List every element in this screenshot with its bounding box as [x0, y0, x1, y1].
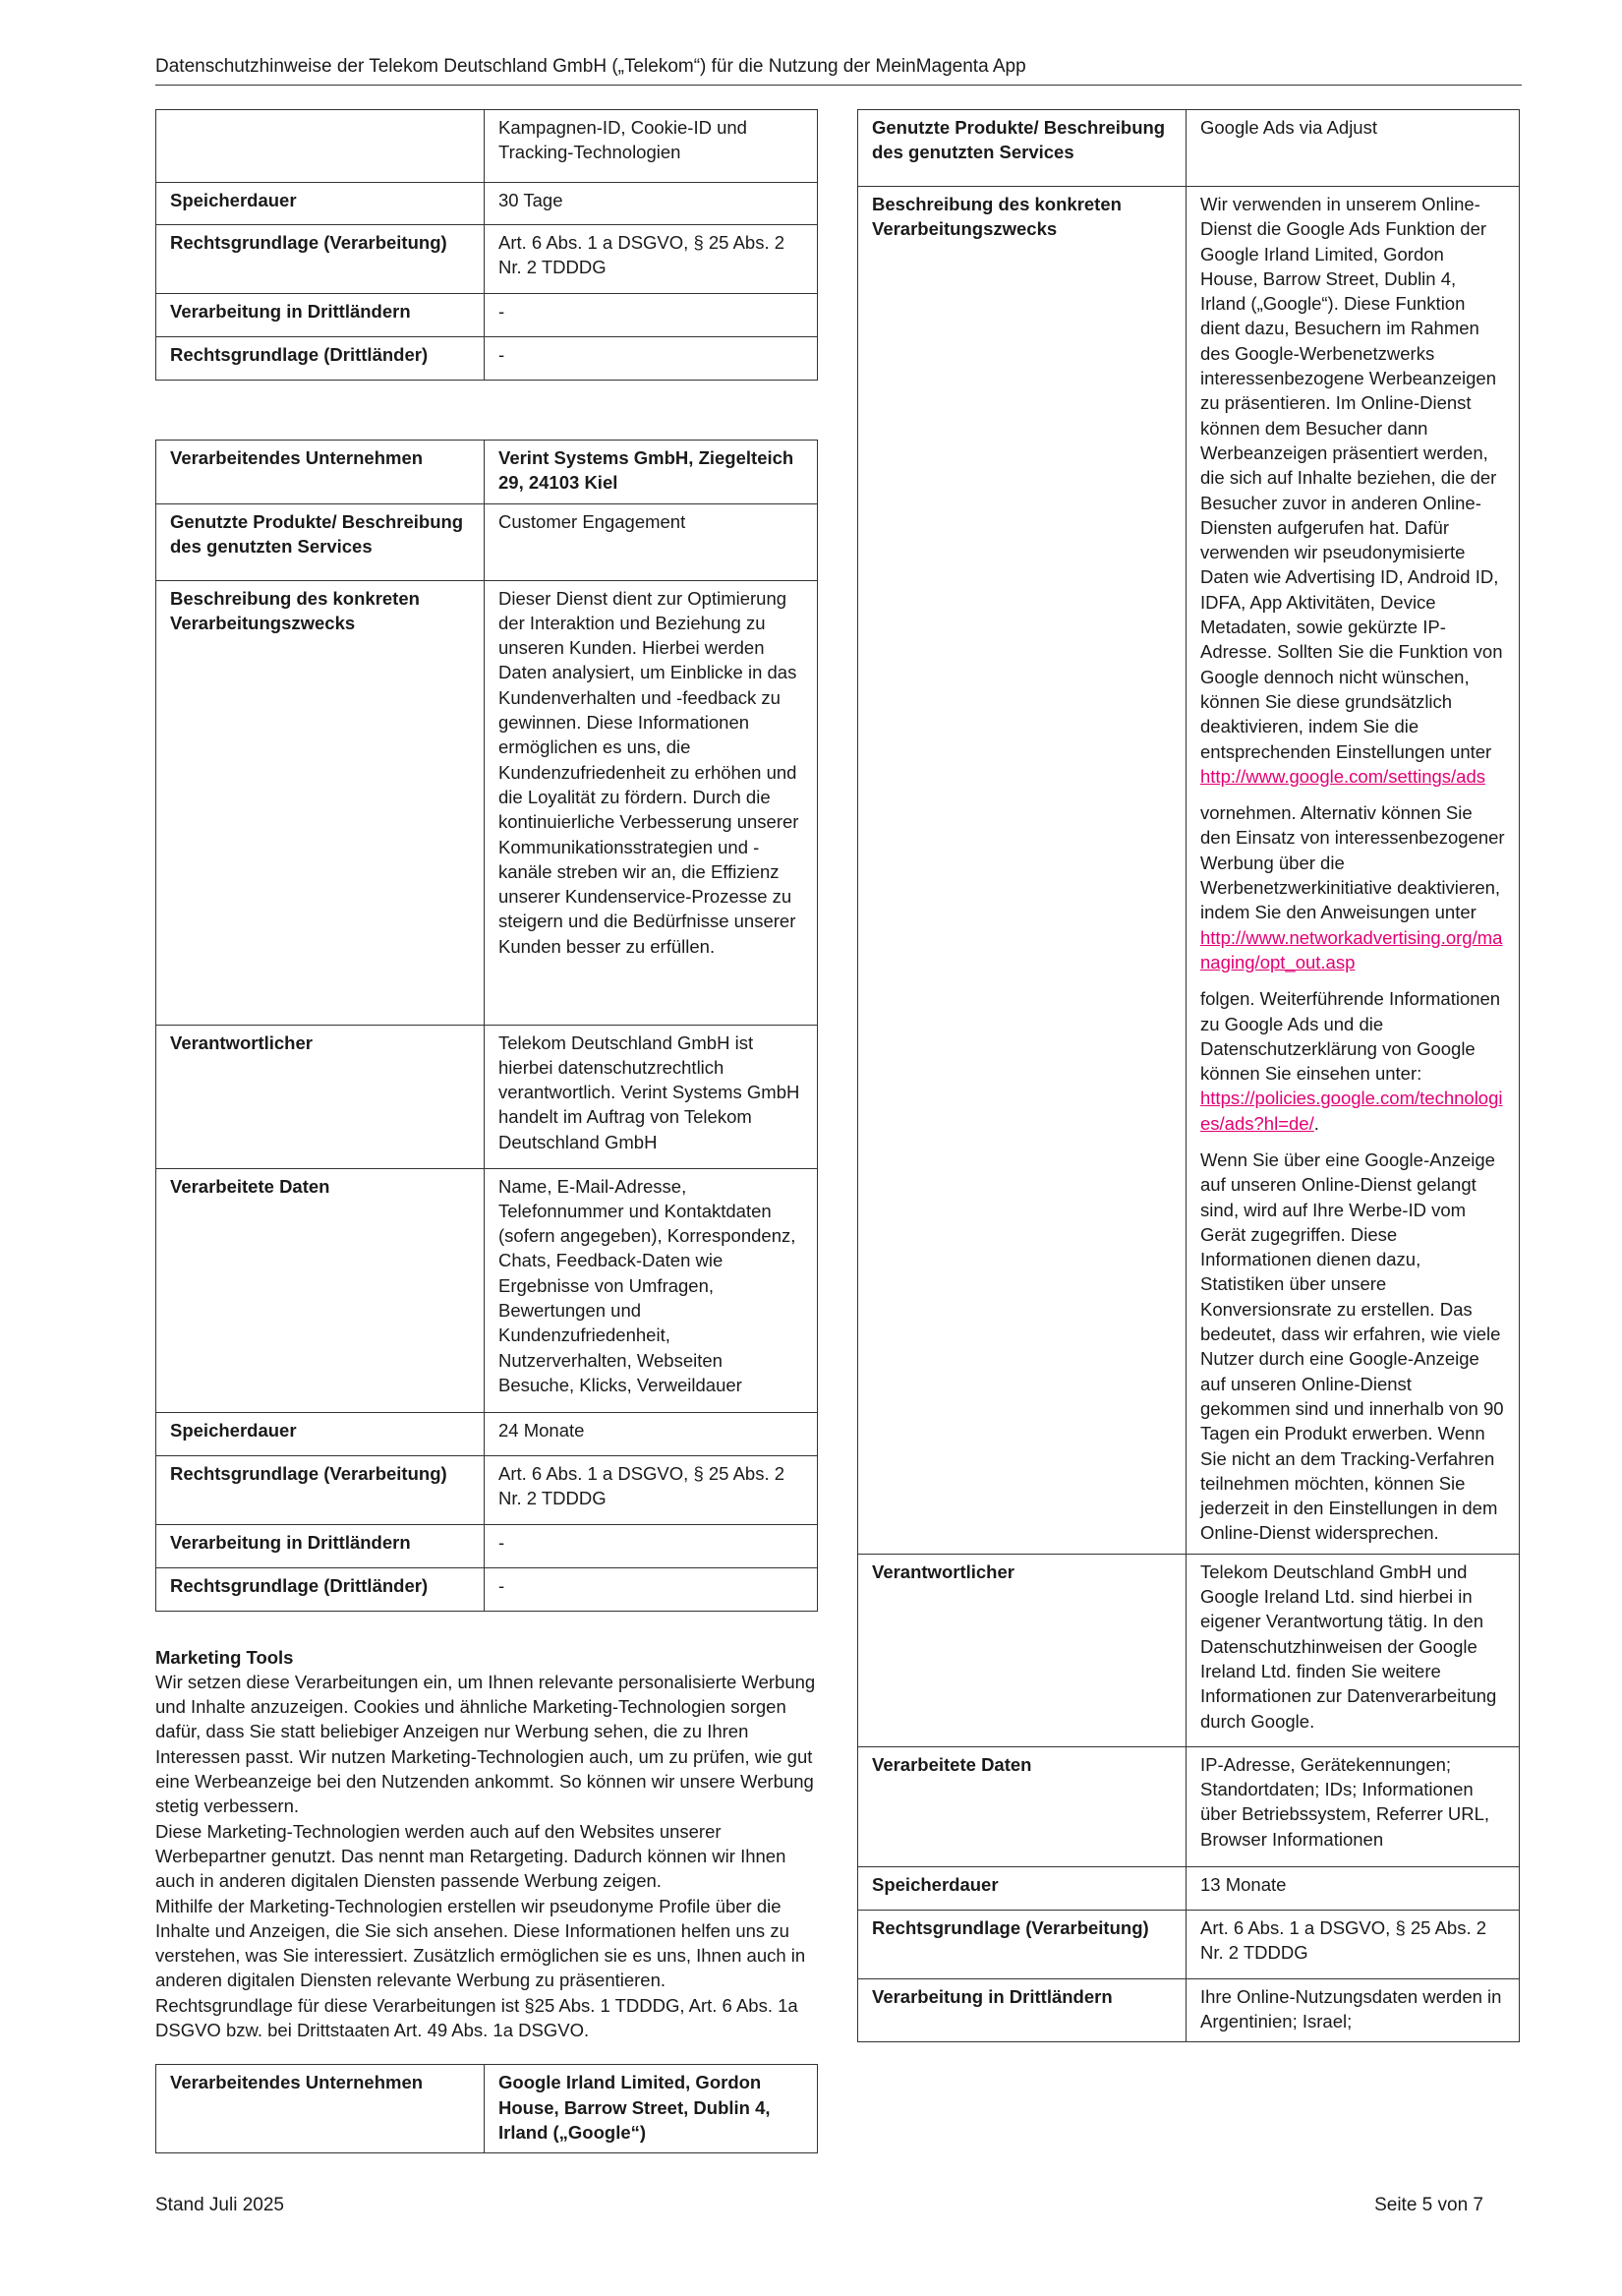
section-text: [155, 1670, 818, 2042]
table-row: [858, 1978, 1520, 2042]
row-key: Speicherdauer: [156, 183, 485, 225]
row-key: Verarbeitung in Drittländern: [858, 1978, 1187, 2042]
table-row: [156, 2065, 818, 2153]
row-value: Telekom Deutschland GmbH ist hierbei datenschutzrechtlich verantwortlich. Verint Systems GmbH handelt im Auftrag von Telekom Deutschland GmbH: [485, 1025, 818, 1168]
row-value: 30 Tage: [485, 183, 818, 225]
row-key: Beschreibung des konkreten Verarbeitungszwecks: [156, 580, 485, 1025]
row-value: Google Ads via Adjust: [1187, 110, 1520, 187]
table-row: [858, 1910, 1520, 1978]
row-key: Rechtsgrundlage (Drittländer): [156, 1567, 485, 1611]
section-heading: Marketing Tools: [155, 1646, 294, 1668]
row-value: IP-Adresse, Gerätekennungen; Standortdaten; IDs; Informationen über Betriebssystem, Referrer URL, Browser Informationen: [1187, 1746, 1520, 1866]
marketing-tools-section: [155, 1645, 818, 2043]
table-row: [858, 1746, 1520, 1866]
paragraph: vornehmen. Alternativ können Sie den Einsatz von interessenbezogener Werbung über die Werbenetzwerkinitiative deaktivieren, indem Sie den Anweisungen unter: [1200, 802, 1505, 923]
row-key: Speicherdauer: [156, 1412, 485, 1455]
table-row: [156, 1025, 818, 1168]
google-settings-link[interactable]: http://www.google.com/settings/ads: [1200, 765, 1485, 787]
row-value: Google Irland Limited, Gordon House, Barrow Street, Dublin 4, Irland („Google“): [485, 2065, 818, 2153]
row-key: Genutzte Produkte/ Beschreibung des genutzten Services: [858, 110, 1187, 187]
left-column: [155, 109, 818, 2153]
row-key: Verantwortlicher: [156, 1025, 485, 1168]
row-key: Verarbeitendes Unternehmen: [156, 2065, 485, 2153]
table-row: [156, 1455, 818, 1524]
row-key: Rechtsgrundlage (Verarbeitung): [156, 1455, 485, 1524]
row-key: Verarbeitete Daten: [858, 1746, 1187, 1866]
paragraph: Wir setzen diese Verarbeitungen ein, um Ihnen relevante personalisierte Werbung und Inhalte anzuzeigen. Cookies und ähnliche Marketing-Technologien sorgen dafür, dass Sie statt beliebiger Anzeigen nur Werbung sehen, die zu Ihren Interessen passt. Wir nutzen Marketing-Technologien auch, um zu prüfen, wie gut eine Werbeanzeige bei den Nutzenden ankommt. So können wir unsere Werbung stetig verbessern.: [155, 1671, 816, 1817]
table-row: [156, 1524, 818, 1567]
row-value: -: [485, 294, 818, 337]
link-line: [1200, 1086, 1505, 1136]
row-value: 13 Monate: [1187, 1866, 1520, 1910]
footer-page-number: Seite 5 von 7: [1374, 2195, 1483, 2215]
row-value: -: [485, 1524, 818, 1567]
table-row: [156, 441, 818, 504]
row-value: Verint Systems GmbH, Ziegelteich 29, 24103 Kiel: [485, 441, 818, 504]
row-value: -: [485, 1567, 818, 1611]
row-key: Verarbeitung in Drittländern: [156, 294, 485, 337]
row-key: Rechtsgrundlage (Verarbeitung): [858, 1910, 1187, 1978]
row-key: Genutzte Produkte/ Beschreibung des genutzten Services: [156, 503, 485, 580]
paragraph: Rechtsgrundlage für diese Verarbeitungen ist §25 Abs. 1 TDDDG, Art. 6 Abs. 1a DSGVO bzw. bei Drittstaaten Art. 49 Abs. 1a DSGVO.: [155, 1994, 798, 2041]
row-value: Dieser Dienst dient zur Optimierung der Interaktion und Beziehung zu unseren Kunden. Hierbei werden Daten analysiert, um Einblicke in das Kundenverhalten und -feedback zu gewinnen. Diese Informationen ermöglichen es uns, die Kundenzufriedenheit zu erhöhen und die Loyalität zu fördern. Durch die kontinuierliche Verbesserung unserer Kommunikationsstrategien und -kanäle streben wir an, die Effizienz unserer Kundenservice-Prozesse zu steigern und die Bedürfnisse unserer Kunden besser zu erfüllen.: [485, 580, 818, 1025]
row-value: Name, E-Mail-Adresse, Telefonnummer und Kontaktdaten (sofern angegeben), Korrespondenz, Chats, Feedback-Daten wie Ergebnisse von Umfragen, Bewertungen und Kundenzufriedenheit, Nutzerverhalten, Webseiten Besuche, Klicks, Verweildauer: [485, 1168, 818, 1412]
table-tracking-continued: [155, 109, 818, 381]
row-key: [156, 110, 485, 183]
row-key: Speicherdauer: [858, 1866, 1187, 1910]
row-value: -: [485, 337, 818, 381]
footer-date: Stand Juli 2025: [155, 2195, 284, 2215]
row-value: 24 Monate: [485, 1412, 818, 1455]
row-key: Beschreibung des konkreten Verarbeitungszwecks: [858, 187, 1187, 1555]
row-value: Kampagnen-ID, Cookie-ID und Tracking-Technologien: [485, 110, 818, 183]
table-row: [156, 183, 818, 225]
row-value: Ihre Online-Nutzungsdaten werden in Argentinien; Israel;: [1187, 1978, 1520, 2042]
row-value: Art. 6 Abs. 1 a DSGVO, § 25 Abs. 2 Nr. 2 TDDDG: [1187, 1910, 1520, 1978]
paragraph: Wenn Sie über eine Google-Anzeige auf unseren Online-Dienst gelangt sind, wird auf Ihre Werbe-ID vom Gerät zugegriffen. Diese Informationen dienen dazu, Statistiken über unsere Konversionsrate zu erstellen. Das bedeutet, dass wir erfahren, wie viele Nutzer durch eine Google-Anzeige auf unseren Online-Dienst gekommen sind und innerhalb von 90 Tagen ein Produkt erwerben. Wenn Sie nicht an dem Tracking-Verfahren teilnehmen möchten, können Sie jederzeit in den Einstellungen in dem Online-Dienst widersprechen.: [1200, 1148, 1504, 1544]
row-key: Rechtsgrundlage (Verarbeitung): [156, 225, 485, 294]
table-row: [156, 110, 818, 183]
page-header-title: Datenschutzhinweise der Telekom Deutschland GmbH („Telekom“) für die Nutzung der MeinMagenta App: [155, 56, 1026, 77]
row-value: Art. 6 Abs. 1 a DSGVO, § 25 Abs. 2 Nr. 2 TDDDG: [485, 1455, 818, 1524]
table-row: [156, 1412, 818, 1455]
paragraph-gap: [1200, 1136, 1505, 1148]
google-policies-link[interactable]: https://policies.google.com/technologies/ads?hl=de/: [1200, 1088, 1503, 1134]
paragraph-gap: [1200, 974, 1505, 986]
table-row: [156, 503, 818, 580]
row-value: Art. 6 Abs. 1 a DSGVO, § 25 Abs. 2 Nr. 2 TDDDG: [485, 225, 818, 294]
table-row: [156, 225, 818, 294]
row-key: Verantwortlicher: [858, 1554, 1187, 1746]
table-row: [858, 110, 1520, 187]
table-row: [858, 187, 1520, 1555]
table-verint: [155, 440, 818, 1612]
table-row: [156, 294, 818, 337]
row-key: Verarbeitung in Drittländern: [156, 1524, 485, 1567]
row-key: Verarbeitete Daten: [156, 1168, 485, 1412]
paragraph: folgen. Weiterführende Informationen zu Google Ads und die Datenschutzerklärung von Google können Sie einsehen unter:: [1200, 988, 1501, 1085]
table-row: [156, 1567, 818, 1611]
paragraph: Mithilfe der Marketing-Technologien erstellen wir pseudonyme Profile über die Inhalte und Anzeigen, die Sie sich ansehen. Diese Informationen helfen uns zu verstehen, was Sie interessiert. Zusätzlich ermöglichen sie es uns, Ihnen auch in anderen digitalen Diensten relevante Werbung zu präsentieren.: [155, 1895, 806, 1991]
row-key: Rechtsgrundlage (Drittländer): [156, 337, 485, 381]
link-suffix: .: [1313, 1112, 1319, 1134]
paragraph: Wir verwenden in unserem Online-Dienst die Google Ads Funktion der Google Irland Limited, Gordon House, Barrow Street, Dublin 4, Irland („Google“). Diese Funktion dient dazu, Besuchern im Rahmen des Google-Werbenetzwerks interessenbezogene Werbeanzeigen zu präsentieren. Im Online-Dienst können dem Besucher dann Werbeanzeigen präsentiert werden, die sich auf Inhalte beziehen, die der Besucher zuvor in anderen Online-Diensten aufgerufen hat. Dafür verwenden wir pseudonymisierte Daten wie Advertising ID, Android ID, IDFA, App Aktivitäten, Device Metadaten, sowie gekürzte IP-Adresse. Sollten Sie die Funktion von Google dennoch nicht wünschen, können Sie diese grundsätzlich deaktivieren, indem Sie die entsprechenden Einstellungen unter: [1200, 194, 1503, 762]
row-value: Customer Engagement: [485, 503, 818, 580]
table-row: [858, 1554, 1520, 1746]
row-value: Telekom Deutschland GmbH und Google Ireland Ltd. sind hierbei in eigener Verantwortung tätig. In den Datenschutzhinweisen der Google Ireland Ltd. finden Sie weitere Informationen zur Datenverarbeitung durch Google.: [1187, 1554, 1520, 1746]
table-google-company: [155, 2064, 818, 2153]
row-value-purpose: [1187, 187, 1520, 1555]
table-row: [858, 1866, 1520, 1910]
right-column: [857, 109, 1520, 2042]
network-advertising-link[interactable]: http://www.networkadvertising.org/managing/opt_out.asp: [1200, 926, 1503, 972]
paragraph-gap: [1200, 789, 1505, 800]
paragraph: Diese Marketing-Technologien werden auch auf den Websites unserer Werbepartner genutzt. Das nennt man Retargeting. Dadurch können wir Ihnen auch in anderen digitalen Diensten passende Werbung zeigen.: [155, 1820, 786, 1892]
row-key: Verarbeitendes Unternehmen: [156, 441, 485, 504]
table-row: [156, 337, 818, 381]
table-row: [156, 1168, 818, 1412]
table-row: [156, 580, 818, 1025]
header-divider: [155, 85, 1522, 86]
table-google-ads: [857, 109, 1520, 2042]
